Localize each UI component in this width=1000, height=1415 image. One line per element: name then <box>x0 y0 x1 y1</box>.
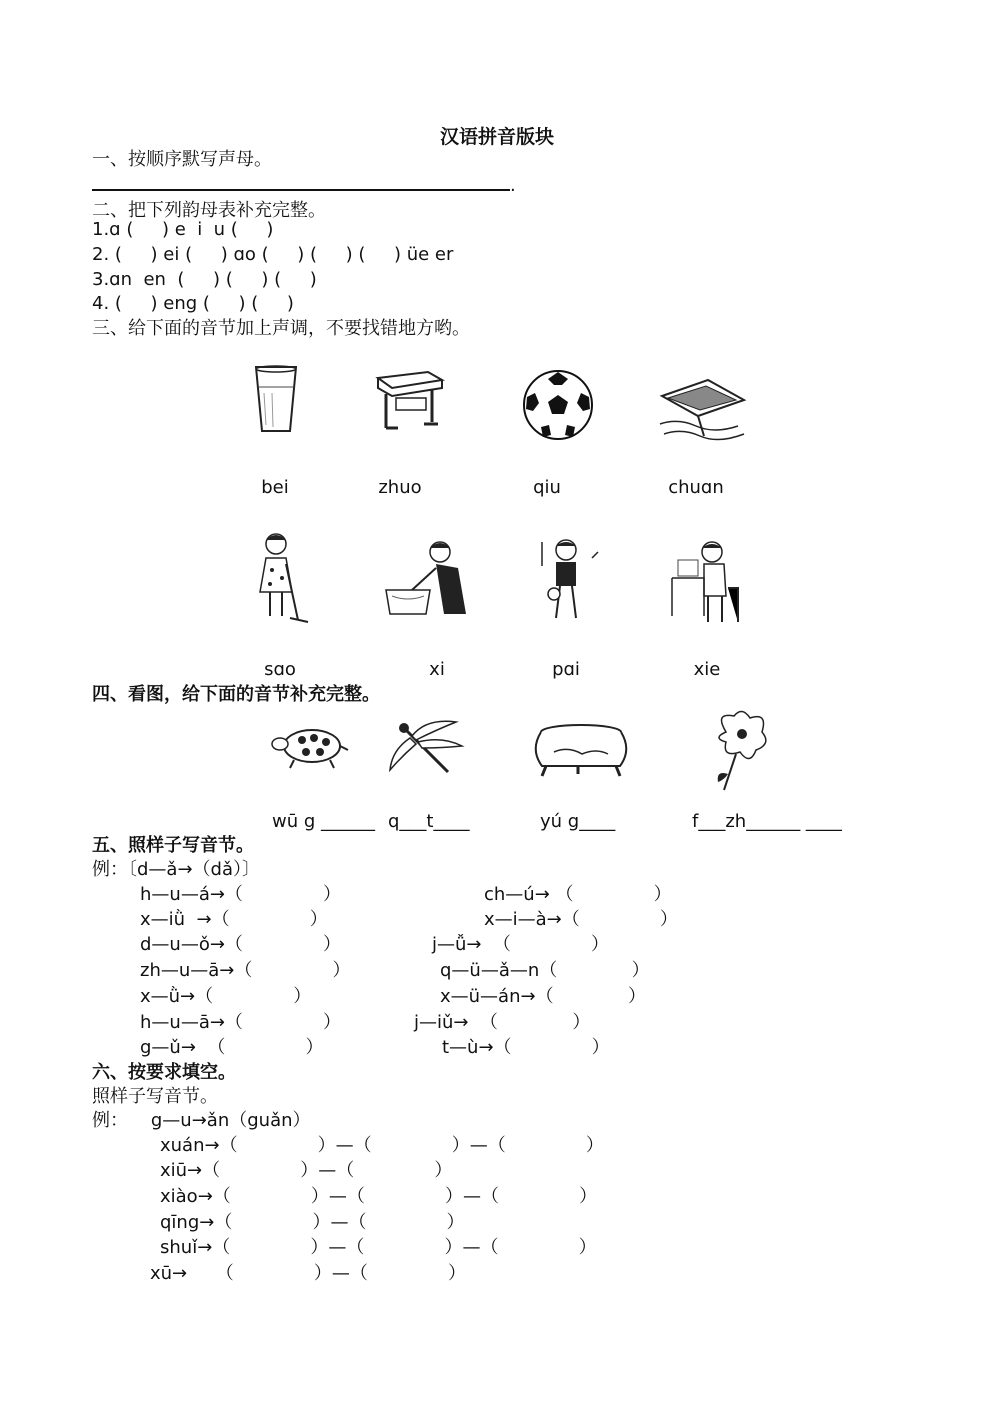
answer-line <box>92 189 510 191</box>
exercise-item: xuán→（ ）—（ ）—（ ） <box>160 1135 604 1156</box>
exercise-item: ch—ú→ （ ） <box>484 884 672 905</box>
boy-writing-image <box>668 538 744 626</box>
fill-syllable: q___t____ <box>388 811 470 832</box>
exercise-item: x—i—à→（ ） <box>484 909 678 930</box>
fill-syllable: f___zh______ ____ <box>692 811 842 832</box>
section2-heading: 二、把下列韵母表补充完整。 <box>92 200 326 221</box>
fill-syllable: yú g____ <box>540 811 616 832</box>
flower-image <box>706 708 778 794</box>
exercise-item: h—u—ā→（ ） <box>140 1012 342 1033</box>
section4-heading: 四、看图，给下面的音节补充完整。 <box>92 684 380 705</box>
section2-line: 3.ɑn en ( ) ( ) ( ) <box>92 269 317 290</box>
fishbowl-image <box>528 720 634 780</box>
exercise-item: xū→ （ ）—（ ） <box>150 1263 466 1284</box>
exercise-item: qīng→（ ）—（ ） <box>160 1212 465 1233</box>
section5-heading: 五、照样子写音节。 <box>92 835 254 856</box>
section2-line: 2. ( ) ei ( ) ɑo ( ) ( ) ( ) üe er <box>92 244 454 265</box>
syllable-label: pɑi <box>552 659 580 680</box>
section2-line: 4. ( ) eng ( ) ( ) <box>92 293 294 314</box>
section5-example: 例：〔d—ǎ→（dǎ）〕 <box>92 859 260 880</box>
syllable-label: qiu <box>533 477 561 498</box>
exercise-item: t—ù→（ ） <box>442 1037 610 1058</box>
exercise-item: shuǐ→（ ）—（ ）—（ ） <box>160 1237 597 1258</box>
exercise-item: zh—u—ā→（ ） <box>140 960 351 981</box>
exercise-item: x—iǜ →（ ） <box>140 909 328 930</box>
boy-ball-image <box>538 536 602 624</box>
soccer-ball-image <box>521 369 595 441</box>
fill-syllable: wū g ______ <box>272 811 375 832</box>
exercise-item: g—ǔ→ （ ） <box>140 1037 324 1058</box>
exercise-item: j—ǚ→ （ ） <box>432 934 610 955</box>
exercise-item: d—u—ǒ→（ ） <box>140 934 342 955</box>
syllable-label: chuɑn <box>668 477 724 498</box>
exercise-item: h—u—á→（ ） <box>140 884 342 905</box>
syllable-label: bei <box>261 477 289 498</box>
desk-image <box>372 366 446 438</box>
section1-end-mark: . <box>510 175 516 196</box>
exercise-item: x—ü—án→（ ） <box>440 986 646 1007</box>
dragonfly-image <box>386 716 466 778</box>
section1-heading: 一、按顺序默写声母。 <box>92 149 272 170</box>
section6-subheading: 照样子写音节。 <box>92 1086 218 1107</box>
section6-heading: 六、按要求填空。 <box>92 1062 236 1083</box>
girl-washing-image <box>382 538 478 620</box>
syllable-label: xie <box>693 659 721 680</box>
exercise-item: x—ǜ→（ ） <box>140 986 312 1007</box>
page-title: 汉语拼音版块 <box>440 126 555 148</box>
exercise-item: q—ü—ǎ—n（ ） <box>440 960 650 981</box>
girl-sweeping-image <box>252 530 312 626</box>
syllable-label: zhuo <box>378 477 422 498</box>
exercise-item: xiū→（ ）—（ ） <box>160 1160 453 1181</box>
syllable-label: xi <box>429 659 445 680</box>
section6-example: 例： g—u→ǎn（guǎn） <box>92 1110 311 1131</box>
syllable-label: sɑo <box>264 659 296 680</box>
glass-image <box>252 363 300 435</box>
turtle-image <box>270 724 350 770</box>
section3-heading: 三、给下面的音节加上声调，不要找错地方哟。 <box>92 318 470 339</box>
exercise-item: j—iǔ→ （ ） <box>414 1012 591 1033</box>
section2-line: 1.ɑ ( ) e i u ( ) <box>92 219 274 240</box>
boat-image <box>658 376 748 442</box>
exercise-item: xiào→（ ）—（ ）—（ ） <box>160 1186 598 1207</box>
